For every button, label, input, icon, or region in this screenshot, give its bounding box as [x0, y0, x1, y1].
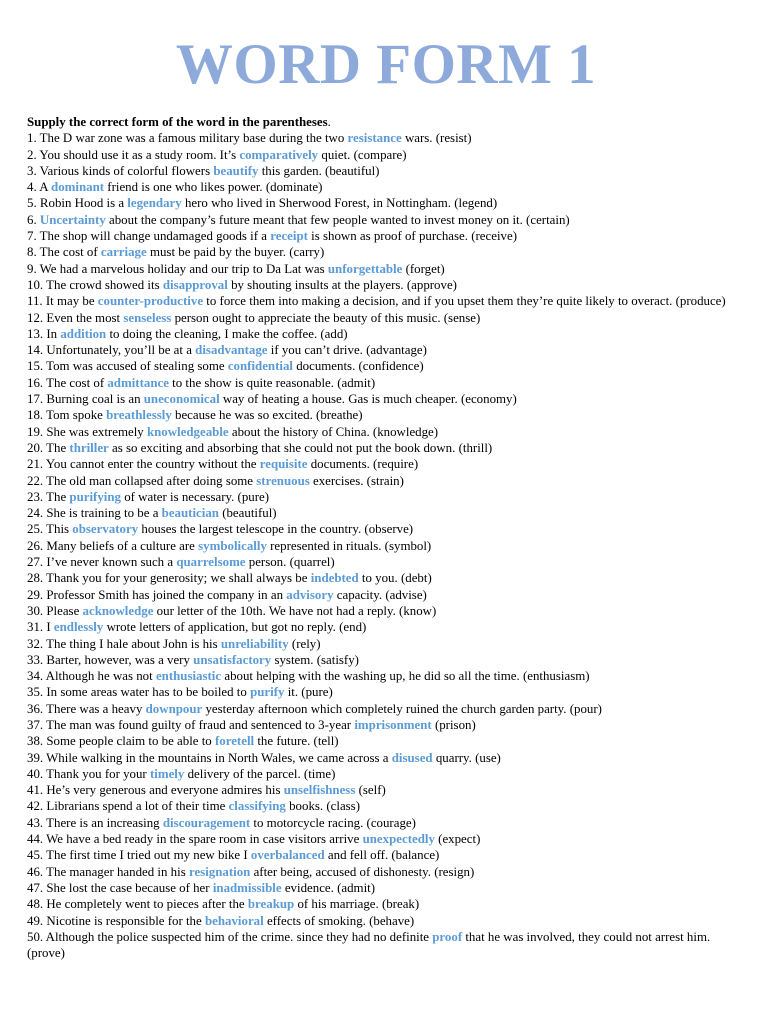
item-text-after: evidence. (admit) [284, 880, 376, 895]
item-text-after: documents. (require) [310, 457, 419, 472]
item-text-after: to motorcycle racing. (courage) [253, 815, 416, 830]
item-number: 14. [27, 343, 44, 358]
answer-word: quarrelsome [176, 555, 246, 570]
exercise-item [27, 195, 739, 211]
item-text-before: Librarians spend a lot of their time [46, 799, 226, 814]
item-text-after: quiet. (compare) [321, 147, 407, 162]
answer-word: disapproval [162, 277, 228, 292]
item-number: 11. [27, 294, 43, 309]
item-text-before: The shop will change undamaged goods if a [39, 229, 267, 244]
item-number: 29. [27, 587, 44, 602]
exercise-item [27, 603, 739, 619]
answer-word: resignation [188, 864, 251, 879]
item-text-before: I [46, 620, 51, 635]
item-text-before: Tom spoke [46, 408, 103, 423]
exercise-item [27, 864, 739, 880]
item-text-before: Although he was not [45, 669, 153, 684]
item-text-after: to you. (debt) [361, 571, 432, 586]
exercise-item [27, 163, 739, 179]
answer-word: receipt [270, 229, 308, 244]
answer-word: overbalanced [250, 848, 325, 863]
item-number: 45. [27, 848, 44, 863]
item-text-before: She lost the case because of her [46, 880, 210, 895]
item-text-before: She was extremely [46, 424, 144, 439]
item-text-before: While walking in the mountains in North Wales, we came across a [46, 750, 389, 765]
item-text-after: the future. (tell) [257, 734, 339, 749]
item-text-after: about the history of China. (knowledge) [231, 424, 439, 439]
item-text-after: it. (pure) [287, 685, 333, 700]
answer-word: confidential [227, 359, 293, 374]
answer-word: thriller [69, 440, 109, 455]
item-number: 7. [27, 229, 37, 244]
exercise-item [27, 212, 739, 228]
item-number: 47. [27, 880, 44, 895]
item-text-before: He completely went to pieces after the [46, 897, 245, 912]
item-text-after: (expect) [438, 832, 481, 847]
item-text-before: The cost of [39, 245, 98, 260]
item-text-after: (rely) [291, 636, 321, 651]
answer-word: discouragement [162, 815, 251, 830]
item-number: 1. [27, 131, 37, 146]
item-number: 31. [27, 620, 44, 635]
item-text-before: We had a marvelous holiday and our trip to Da Lat was [39, 261, 325, 276]
exercise-body [27, 114, 739, 961]
answer-word: admittance [107, 375, 169, 390]
exercise-item [27, 636, 739, 652]
answer-word: unselfishness [283, 783, 356, 798]
item-text-after: yesterday afternoon which completely ruined the church garden party. (pour) [205, 701, 602, 716]
answer-word: observatory [72, 522, 139, 537]
exercise-item [27, 130, 739, 146]
answer-word: acknowledge [82, 603, 154, 618]
answer-word: inadmissible [212, 880, 282, 895]
exercise-item [27, 913, 739, 929]
item-number: 50. [27, 929, 44, 944]
exercise-item [27, 652, 739, 668]
answer-word: purify [250, 685, 285, 700]
exercise-item [27, 456, 739, 472]
answer-word: unreliability [220, 636, 289, 651]
exercise-item [27, 521, 739, 537]
answer-word: classifying [228, 799, 286, 814]
answer-word: foretell [214, 734, 255, 749]
answer-word: timely [149, 766, 185, 781]
exercise-item [27, 619, 739, 635]
item-number: 48. [27, 897, 44, 912]
answer-word: breathlessly [106, 408, 172, 423]
item-text-before: The crowd showed its [46, 277, 160, 292]
exercise-item [27, 929, 739, 962]
exercise-item [27, 147, 739, 163]
item-text-after: capacity. (advise) [336, 587, 427, 602]
item-text-after: if you can’t drive. (advantage) [270, 343, 427, 358]
exercise-item [27, 880, 739, 896]
exercise-item [27, 717, 739, 733]
item-text-after: and fell off. (balance) [327, 848, 440, 863]
item-number: 3. [27, 163, 37, 178]
item-text-before: Thank you for your generosity; we shall always be [46, 571, 308, 586]
item-number: 38. [27, 734, 44, 749]
answer-word: purifying [69, 489, 121, 504]
item-text-before: Tom was accused of stealing some [46, 359, 225, 374]
exercise-item [27, 277, 739, 293]
item-text-before: Burning coal is an [46, 392, 141, 407]
item-number: 25. [27, 522, 44, 537]
item-text-after: hero who lived in Sherwood Forest, in Nottingham. (legend) [184, 196, 498, 211]
exercise-item [27, 293, 739, 309]
item-number: 37. [27, 717, 44, 732]
exercise-item [27, 750, 739, 766]
item-number: 27. [27, 555, 44, 570]
item-text-after: delivery of the parcel. (time) [187, 766, 336, 781]
item-text-before: Although the police suspected him of the crime. since they had no definite [45, 929, 430, 944]
answer-word: Uncertainty [39, 212, 106, 227]
page-title: WORD FORM 1 [175, 33, 597, 96]
item-number: 28. [27, 571, 44, 586]
item-text-after: our letter of the 10th. We have not had a reply. (know) [156, 603, 437, 618]
item-text-after: wrote letters of application, but got no reply. (end) [106, 620, 367, 635]
item-text-after: to the show is quite reasonable. (admit) [172, 375, 376, 390]
answer-word: legendary [127, 196, 182, 211]
item-number: 12. [27, 310, 44, 325]
item-number: 13. [27, 326, 44, 341]
item-text-before: The D war zone was a famous military base during the two [39, 131, 345, 146]
item-text-before: Professor Smith has joined the company in an [46, 587, 284, 602]
answer-word: proof [432, 929, 463, 944]
item-text-before: A [39, 180, 48, 195]
item-text-before: Barter, however, was a very [46, 652, 190, 667]
answer-word: imprisonment [354, 717, 432, 732]
item-text-before: There is an increasing [46, 815, 160, 830]
exercise-item [27, 179, 739, 195]
item-number: 10. [27, 277, 44, 292]
answer-word: senseless [123, 310, 172, 325]
item-text-after: of water is necessary. (pure) [124, 489, 270, 504]
item-text-after: to force them into making a decision, and if you upset them they’re quite likely to overact. (produce) [206, 294, 726, 309]
exercise-item [27, 684, 739, 700]
item-number: 46. [27, 864, 44, 879]
item-text-after: about helping with the washing up, he did so all the time. (enthusiasm) [224, 669, 590, 684]
item-text-after: (beautiful) [222, 506, 277, 521]
exercise-item [27, 766, 739, 782]
answer-word: beautician [161, 506, 219, 521]
answer-word: uneconomical [143, 392, 220, 407]
item-number: 30. [27, 603, 44, 618]
item-number: 18. [27, 408, 44, 423]
exercise-item [27, 847, 739, 863]
exercise-item [27, 587, 739, 603]
answer-word: behavioral [204, 913, 264, 928]
item-text-after: person. (quarrel) [248, 555, 335, 570]
item-text-before: Even the most [46, 310, 121, 325]
item-text-before: Robin Hood is a [39, 196, 125, 211]
item-text-after: to doing the cleaning, I make the coffee. (add) [109, 326, 348, 341]
answer-word: beautify [213, 163, 259, 178]
answer-word: carriage [100, 245, 147, 260]
item-number: 4. [27, 180, 37, 195]
answer-word: disused [391, 750, 433, 765]
item-number: 20. [27, 440, 44, 455]
item-text-before: Unfortunately, you’ll be at a [46, 343, 192, 358]
exercise-item [27, 668, 739, 684]
exercise-item [27, 815, 739, 831]
exercise-item [27, 896, 739, 912]
item-text-before: It may be [45, 294, 95, 309]
item-text-before: Some people claim to be able to [46, 734, 212, 749]
item-text-before: Thank you for your [46, 766, 147, 781]
exercise-item [27, 261, 739, 277]
item-text-before: Many beliefs of a culture are [46, 538, 195, 553]
instruction-period: . [327, 115, 331, 129]
item-text-before: The man was found guilty of fraud and sentenced to 3-year [46, 717, 352, 732]
item-number: 36. [27, 701, 44, 716]
item-number: 41. [27, 783, 44, 798]
item-text-after: way of heating a house. Gas is much cheaper. (economy) [222, 392, 517, 407]
item-number: 21. [27, 457, 44, 472]
exercise-item [27, 489, 739, 505]
answer-word: counter-productive [97, 294, 204, 309]
item-text-before: In [46, 326, 58, 341]
answer-word: requisite [259, 457, 308, 472]
item-text-before: The first time I tried out my new bike I [46, 848, 248, 863]
answer-word: unsatisfactory [193, 652, 272, 667]
exercise-item [27, 244, 739, 260]
item-number: 6. [27, 212, 37, 227]
answer-word: unexpectedly [362, 832, 435, 847]
answer-word: unforgettable [327, 261, 403, 276]
exercise-item [27, 310, 739, 326]
item-text-after: about the company’s future meant that few people wanted to invest money on it. (certain) [109, 212, 570, 227]
item-text-before: The manager handed in his [46, 864, 186, 879]
item-text-before: You cannot enter the country without the [45, 457, 257, 472]
item-text-after: exercises. (strain) [313, 473, 404, 488]
item-number: 40. [27, 766, 44, 781]
item-number: 22. [27, 473, 44, 488]
exercise-item [27, 228, 739, 244]
item-text-after: represented in rituals. (symbol) [270, 538, 432, 553]
item-number: 43. [27, 815, 44, 830]
item-number: 32. [27, 636, 44, 651]
answer-word: endlessly [53, 620, 104, 635]
item-number: 34. [27, 669, 44, 684]
exercise-item [27, 831, 739, 847]
item-number: 19. [27, 424, 44, 439]
item-text-after: (self) [358, 783, 386, 798]
exercise-item [27, 358, 739, 374]
item-text-before: We have a bed ready in the spare room in case visitors arrive [46, 832, 360, 847]
item-number: 16. [27, 375, 44, 390]
item-number: 8. [27, 245, 37, 260]
item-number: 9. [27, 261, 37, 276]
exercise-item [27, 326, 739, 342]
answer-word: downpour [145, 701, 203, 716]
exercise-item [27, 424, 739, 440]
exercise-item [27, 505, 739, 521]
answer-word: disadvantage [195, 343, 268, 358]
item-text-before: The [46, 440, 67, 455]
answer-word: dominant [51, 180, 105, 195]
exercise-list [27, 130, 739, 961]
item-number: 24. [27, 506, 44, 521]
item-number: 15. [27, 359, 44, 374]
exercise-item [27, 798, 739, 814]
item-text-before: She is training to be a [46, 506, 159, 521]
item-text-after: (forget) [405, 261, 445, 276]
item-text-after: person ought to appreciate the beauty of this music. (sense) [174, 310, 481, 325]
exercise-item [27, 473, 739, 489]
answer-word: breakup [247, 897, 295, 912]
item-text-after: books. (class) [289, 799, 360, 814]
item-text-after: documents. (confidence) [296, 359, 424, 374]
item-text-after: is shown as proof of purchase. (receive) [311, 229, 517, 244]
item-text-after: houses the largest telescope in the country. (observe) [141, 522, 414, 537]
item-number: 44. [27, 832, 44, 847]
answer-word: strenuous [256, 473, 310, 488]
item-text-before: You should use it as a study room. It’s [39, 147, 237, 162]
item-text-before: The old man collapsed after doing some [46, 473, 254, 488]
item-number: 39. [27, 750, 44, 765]
answer-word: resistance [347, 131, 402, 146]
exercise-item [27, 733, 739, 749]
item-text-before: The thing I hale about John is his [46, 636, 218, 651]
exercise-item [27, 407, 739, 423]
instruction [27, 114, 739, 130]
item-text-after: because he was so excited. (breathe) [175, 408, 363, 423]
answer-word: knowledgeable [146, 424, 229, 439]
item-number: 2. [27, 147, 37, 162]
item-text-after: this garden. (beautiful) [261, 163, 380, 178]
item-number: 17. [27, 392, 44, 407]
item-text-before: Various kinds of colorful flowers [39, 163, 211, 178]
exercise-item [27, 554, 739, 570]
item-text-after: that he was involved, they could not arrest him. (prove) [27, 929, 711, 961]
item-text-after: wars. (resist) [404, 131, 472, 146]
answer-word: symbolically [198, 538, 267, 553]
item-text-before: He’s very generous and everyone admires his [46, 783, 281, 798]
item-number: 5. [27, 196, 37, 211]
answer-word: enthusiastic [155, 669, 222, 684]
exercise-item [27, 440, 739, 456]
item-text-after: effects of smoking. (behave) [266, 913, 415, 928]
item-text-after: quarry. (use) [435, 750, 501, 765]
answer-word: indebted [310, 571, 359, 586]
item-text-before: This [46, 522, 70, 537]
item-number: 33. [27, 652, 44, 667]
item-text-before: The cost of [46, 375, 105, 390]
exercise-item [27, 375, 739, 391]
answer-word: advisory [286, 587, 334, 602]
item-text-before: In some areas water has to be boiled to [46, 685, 247, 700]
item-text-after: must be paid by the buyer. (carry) [149, 245, 325, 260]
answer-word: comparatively [239, 147, 319, 162]
exercise-item [27, 701, 739, 717]
exercise-item [27, 538, 739, 554]
instruction-text: Supply the correct form of the word in the parentheses [27, 115, 328, 129]
item-text-after: friend is one who likes power. (dominate) [107, 180, 323, 195]
item-text-before: There was a heavy [46, 701, 143, 716]
item-text-before: The [46, 489, 67, 504]
item-text-after: after being, accused of dishonesty. (resign) [253, 864, 475, 879]
item-number: 23. [27, 489, 44, 504]
item-text-before: Nicotine is responsible for the [46, 913, 202, 928]
item-text-after: as so exciting and absorbing that she could not put the book down. (thrill) [112, 440, 493, 455]
item-number: 35. [27, 685, 44, 700]
exercise-item [27, 391, 739, 407]
item-number: 26. [27, 538, 44, 553]
item-text-before: Please [46, 603, 80, 618]
exercise-item [27, 342, 739, 358]
item-number: 49. [27, 913, 44, 928]
item-text-after: of his marriage. (break) [297, 897, 420, 912]
answer-word: addition [60, 326, 107, 341]
item-text-before: I’ve never known such a [46, 555, 174, 570]
item-number: 42. [27, 799, 44, 814]
item-text-after: by shouting insults at the players. (approve) [231, 277, 457, 292]
item-text-after: system. (satisfy) [274, 652, 359, 667]
exercise-item [27, 782, 739, 798]
exercise-item [27, 570, 739, 586]
item-text-after: (prison) [434, 717, 476, 732]
